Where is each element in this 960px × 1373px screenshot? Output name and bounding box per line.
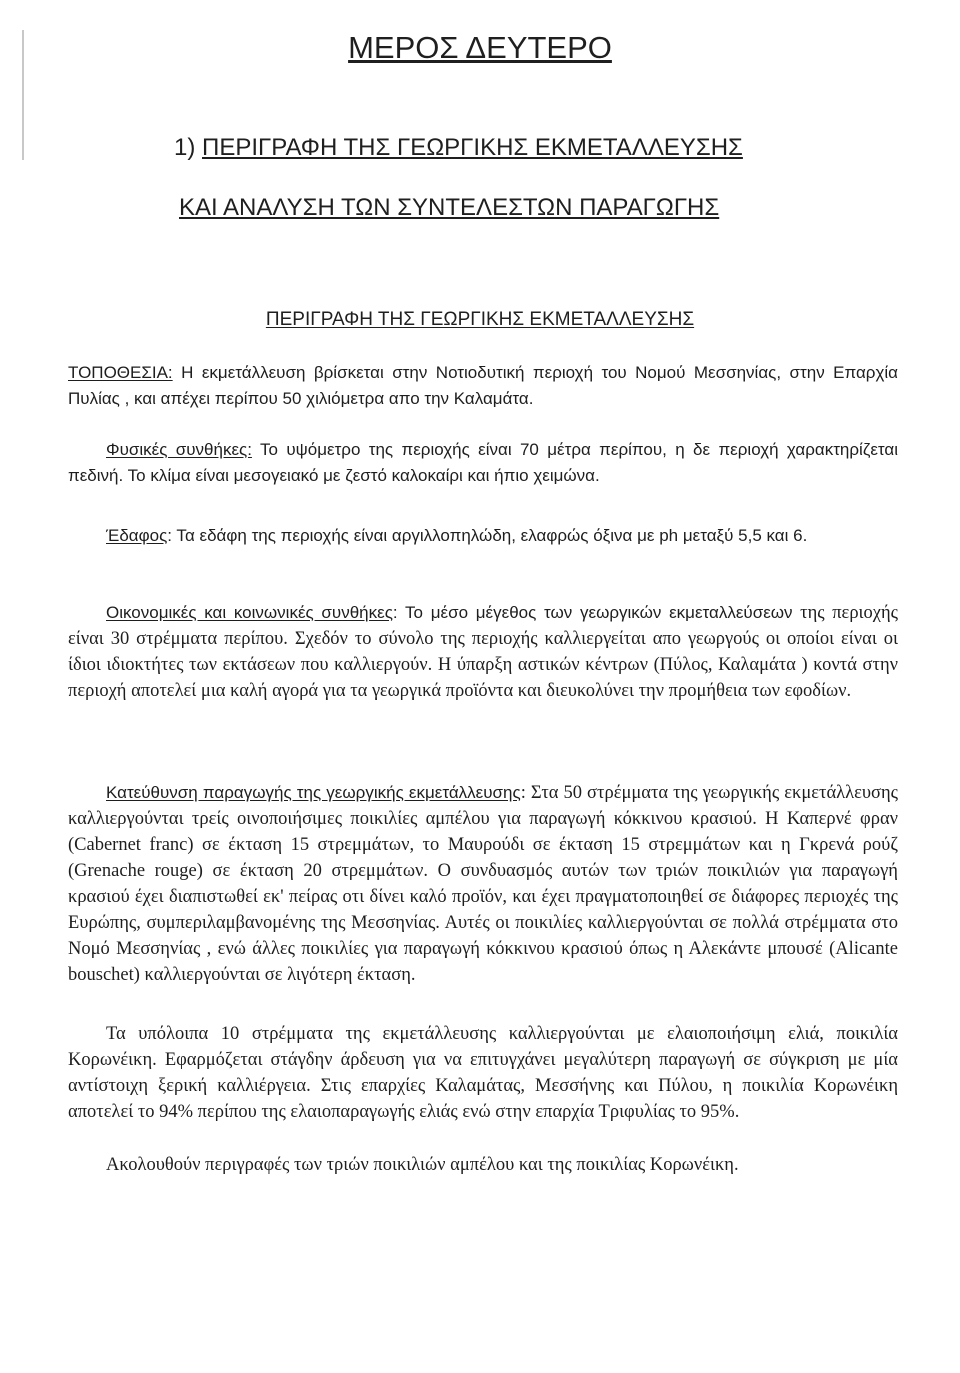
soil-label: Έδαφος (106, 526, 168, 545)
production-label: Κατεύθυνση παραγωγής της γεωργικής εκμετάλλευσης (106, 783, 521, 802)
section-subheading: ΠΕΡΙΓΡΑΦΗ ΤΗΣ ΓΕΩΡΓΙΚΗΣ ΕΚΜΕΤΑΛΛΕΥΣΗΣ (265, 309, 695, 330)
paragraph-location (68, 360, 898, 412)
main-heading-text: ΠΕΡΙΓΡΑΦΗ ΤΗΣ ΓΕΩΡΓΙΚΗΣ ΕΚΜΕΤΑΛΛΕΥΣΗΣ (202, 134, 743, 161)
main-heading-line-2: ΚΑΙ ΑΝΑΛΥΣΗ ΤΩΝ ΣΥΝΤΕΛΕΣΤΩΝ ΠΑΡΑΓΩΓΗΣ (179, 194, 720, 221)
economic-label: Οικονομικές και κοινωνικές συνθήκες (106, 603, 393, 622)
physical-text: Το υψόμετρο της περιοχής είναι 70 μέτρα περίπου, η δε περιοχή χαρακτηρίζεται πεδινή. Το κλίμα είναι μεσογειακό με ζεστό καλοκαίρι και ήπιο χειμώνα. (68, 440, 898, 485)
closing-text: Ακολουθούν περιγραφές των τριών ποικιλιών αμπέλου και της ποικιλίας Κορωνέικη. (106, 1155, 739, 1175)
paragraph-physical (68, 437, 898, 489)
location-label: ΤΟΠΟΘΕΣΙΑ: (68, 363, 173, 382)
location-text: Η εκμετάλλευση βρίσκεται στην Νοτιοδυτική περιοχή του Νομού Μεσσηνίας, στην Επαρχία Πυλίας , και απέχει περίπου 50 χιλιόμετρα απο την Καλαμάτα. (68, 363, 898, 408)
physical-label: Φυσικές συνθήκες: (106, 440, 252, 459)
economic-text-sans: : Το μέσο μέγεθος των γεωργικών εκμεταλλεύσεων (392, 603, 793, 622)
main-heading-line-1 (174, 134, 743, 162)
paragraph-economic (68, 600, 898, 704)
economic-text: της περιοχής είναι 30 στρέμματα περίπου. Σχεδόν το σύνολο της περιοχής καλλιεργείται απο γεωργούς οι οποίοι είναι οι ίδιοι ιδιοκτήτες των εκτάσεων που καλλιεργούν. Η ύπαρξη αστικών κέντρων (Πύλος, Καλαμάτα ) κοντά στην περιοχή αποτελεί μια καλή αγορά για τα γεωργικά προϊόντα και διευκολύνει την προμήθεια των εφοδίων. (68, 603, 898, 701)
paragraph-olives (68, 1021, 898, 1125)
soil-text: : Τα εδάφη της περιοχής είναι αργιλλοπηλώδη, ελαφρώς όξινα με ph μεταξύ 5,5 και 6. (167, 526, 808, 545)
paragraph-closing (68, 1152, 898, 1178)
main-heading-number: 1) (174, 134, 196, 161)
document-title: ΜΕΡΟΣ ΔΕΥΤΕΡΟ (348, 30, 612, 65)
production-text: : Στα 50 στρέμματα της γεωργικής εκμετάλλευσης καλλιεργούνται τρείς οινοποιήσιμες ποικιλίες αμπέλου για παραγωγή κόκκινου κρασιού. Η Καπερνέ φραν (Cabernet franc) σε έκταση 15 στρεμμάτων, το Μαυρούδι σε έκταση 15 στρεμμάτων και η Γκρενά ρούζ (Grenache rouge) σε έκταση 20 στρεμμάτων. Ο συνδυασμός αυτών των τριών ποικιλιών για παραγωγή κρασιού έχει διαπιστωθεί εκ' πείρας οτι δίνει καλό προϊόν, και έχει πραγματοποιηθεί σε διάφορες περιοχές της Ευρώπης, συμπεριλαμβανομένης της Μεσσηνίας. Αυτές οι ποικιλίες καλλιεργούνται σε πολλά στρέμματα στο Νομό Μεσσηνίας , ενώ άλλες ποικιλίες για παραγωγή κόκκινου κρασιού όπως η Αλεκάντε μπουσέ (Alicante bouschet) καλλιεργούνται σε λιγότερη έκταση. (68, 783, 898, 985)
olives-text: Τα υπόλοιπα 10 στρέμματα της εκμετάλλευσης καλλιεργούνται με ελαιοποιήσιμη ελιά, ποικιλία Κορωνέικη. Εφαρμόζεται στάγδην άρδευση για να επιτυγχάνει μεγαλύτερη παραγωγή σε σύγκριση με μία αντίστοιχη ξερική καλλιέργεια. Στις επαρχίες Καλαμάτας, Μεσσήνης και Πύλου, η ποικιλία Κορωνέικη αποτελεί το 94% περίπου της ελαιοπαραγωγής ελιάς ενώ στην επαρχία Τριφυλίας το 95%. (68, 1024, 898, 1122)
paragraph-soil (68, 523, 898, 549)
paragraph-production (68, 780, 898, 988)
